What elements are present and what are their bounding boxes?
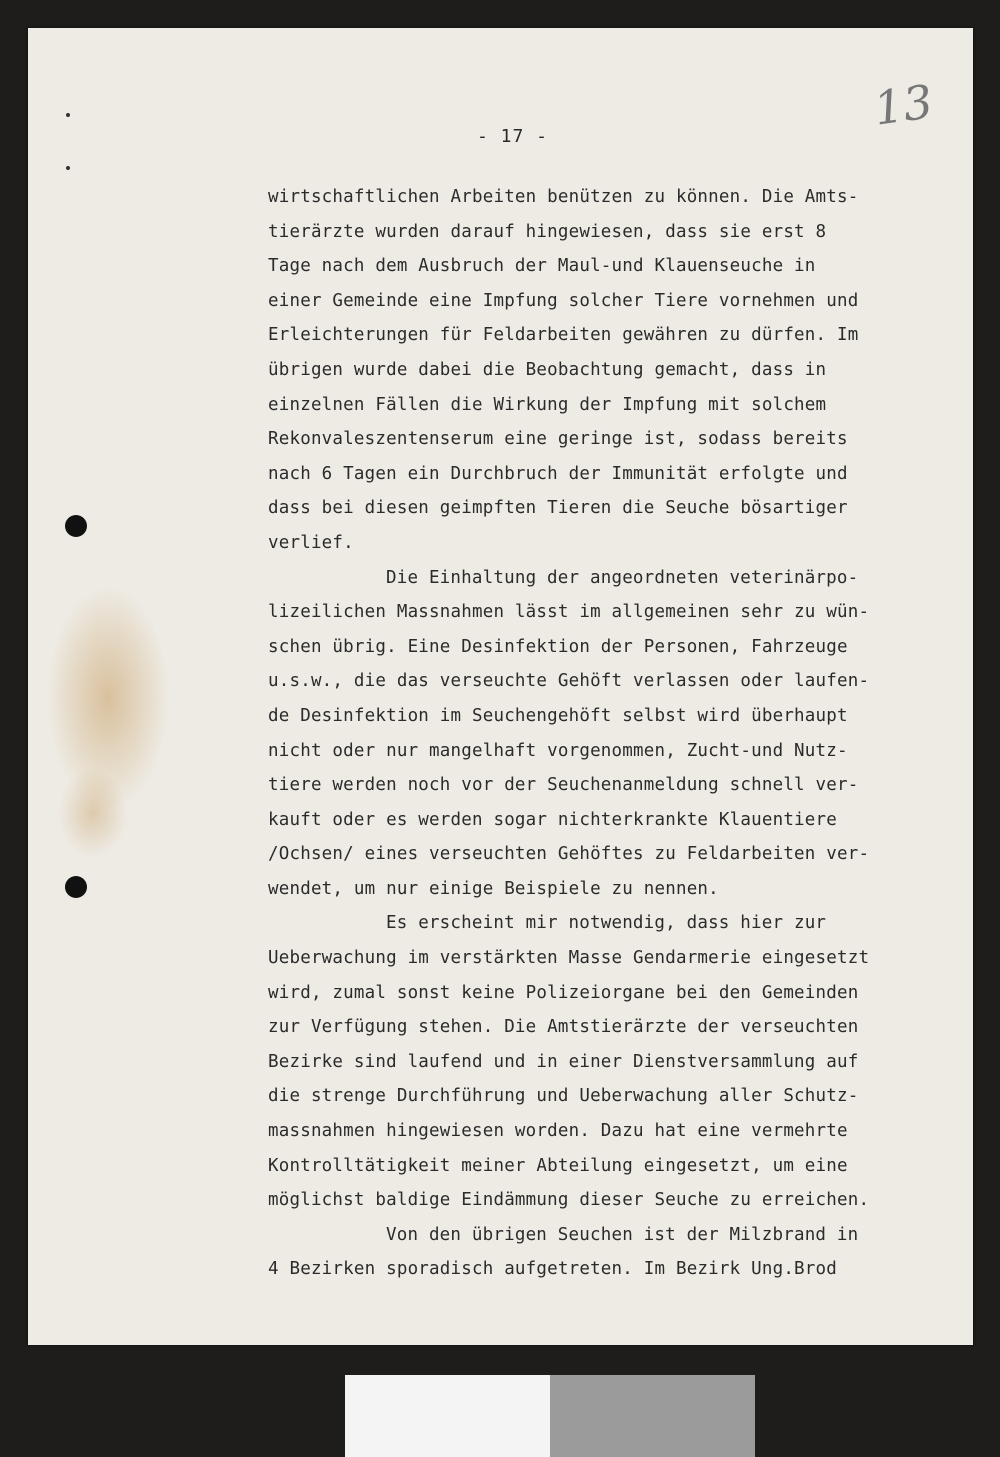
text-line: Die Einhaltung der angeordneten veterinärpo- [386,567,859,588]
document-page [28,28,973,1345]
text-line: Erleichterungen für Feldarbeiten gewähren zu dürfen. Im [268,325,859,346]
text-line: /Ochsen/ eines verseuchten Gehöftes zu Feldarbeiten ver- [268,844,870,865]
text-line: Bezirke sind laufend und in einer Dienstversammlung auf [268,1051,859,1072]
text-line: kauft oder es werden sogar nichterkrankte Klauentiere [268,809,838,830]
text-line: massnahmen hingewiesen worden. Dazu hat eine vermehrte [268,1121,848,1142]
text-line: wirtschaftlichen Arbeiten benützen zu können. Die Amts- [268,187,859,207]
text-line: dass bei diesen geimpften Tieren die Seuche bösartiger [268,498,848,519]
text-line: tierärzte wurden darauf hingewiesen, dass sie erst 8 [268,221,827,242]
folio-number: 13 [870,74,937,136]
punch-hole [65,515,87,537]
text-line: einzelnen Fällen die Wirkung der Impfung mit solchem [268,394,827,415]
text-line: Ueberwachung im verstärkten Masse Gendarmerie eingesetzt [268,948,870,969]
text-line: Von den übrigen Seuchen ist der Milzbrand in [386,1224,859,1245]
margin-mark [66,166,70,170]
text-line: einer Gemeinde eine Impfung solcher Tiere vornehmen und [268,290,859,311]
text-line: wird, zumal sonst keine Polizeiorgane bei den Gemeinden [268,982,859,1003]
text-line: wendet, um nur einige Beispiele zu nennen. [268,878,719,899]
text-line: de Desinfektion im Seuchengehöft selbst wird überhaupt [268,705,848,726]
text-line: 4 Bezirken sporadisch aufgetreten. Im Bezirk Ung.Brod [268,1259,838,1280]
text-line: möglichst baldige Eindämmung dieser Seuche zu erreichen. [268,1190,870,1211]
text-line: verlief. [268,532,354,553]
text-line: Rekonvaleszentenserum eine geringe ist, sodass bereits [268,429,848,450]
text-line: Kontrolltätigkeit meiner Abteilung eingesetzt, um eine [268,1155,848,1176]
text-line: Es erscheint mir notwendig, dass hier zur [386,913,827,934]
water-stain [58,768,128,858]
text-line: schen übrig. Eine Desinfektion der Personen, Fahrzeuge [268,636,848,657]
color-calibration-strip [345,1375,755,1457]
margin-mark [66,113,70,117]
text-line: nach 6 Tagen ein Durchbruch der Immunität erfolgte und [268,463,848,484]
calibration-gray-patch [550,1375,755,1457]
text-line: Tage nach dem Ausbruch der Maul-und Klauenseuche in [268,256,816,277]
text-line: die strenge Durchführung und Ueberwachung aller Schutz- [268,1086,859,1107]
page-number: - 17 - [476,126,549,147]
text-line: übrigen wurde dabei die Beobachtung gemacht, dass in [268,359,827,380]
calibration-white-patch [345,1375,550,1457]
punch-hole [65,876,87,898]
text-line: lizeilichen Massnahmen lässt im allgemeinen sehr zu wün- [268,602,870,623]
text-line: tiere werden noch vor der Seuchenanmeldung schnell ver- [268,775,859,796]
body-text [268,180,948,1287]
text-line: zur Verfügung stehen. Die Amtstierärzte der verseuchten [268,1017,859,1038]
text-line: u.s.w., die das verseuchte Gehöft verlassen oder laufen- [268,671,870,692]
text-line: nicht oder nur mangelhaft vorgenommen, Zucht-und Nutz- [268,740,848,761]
